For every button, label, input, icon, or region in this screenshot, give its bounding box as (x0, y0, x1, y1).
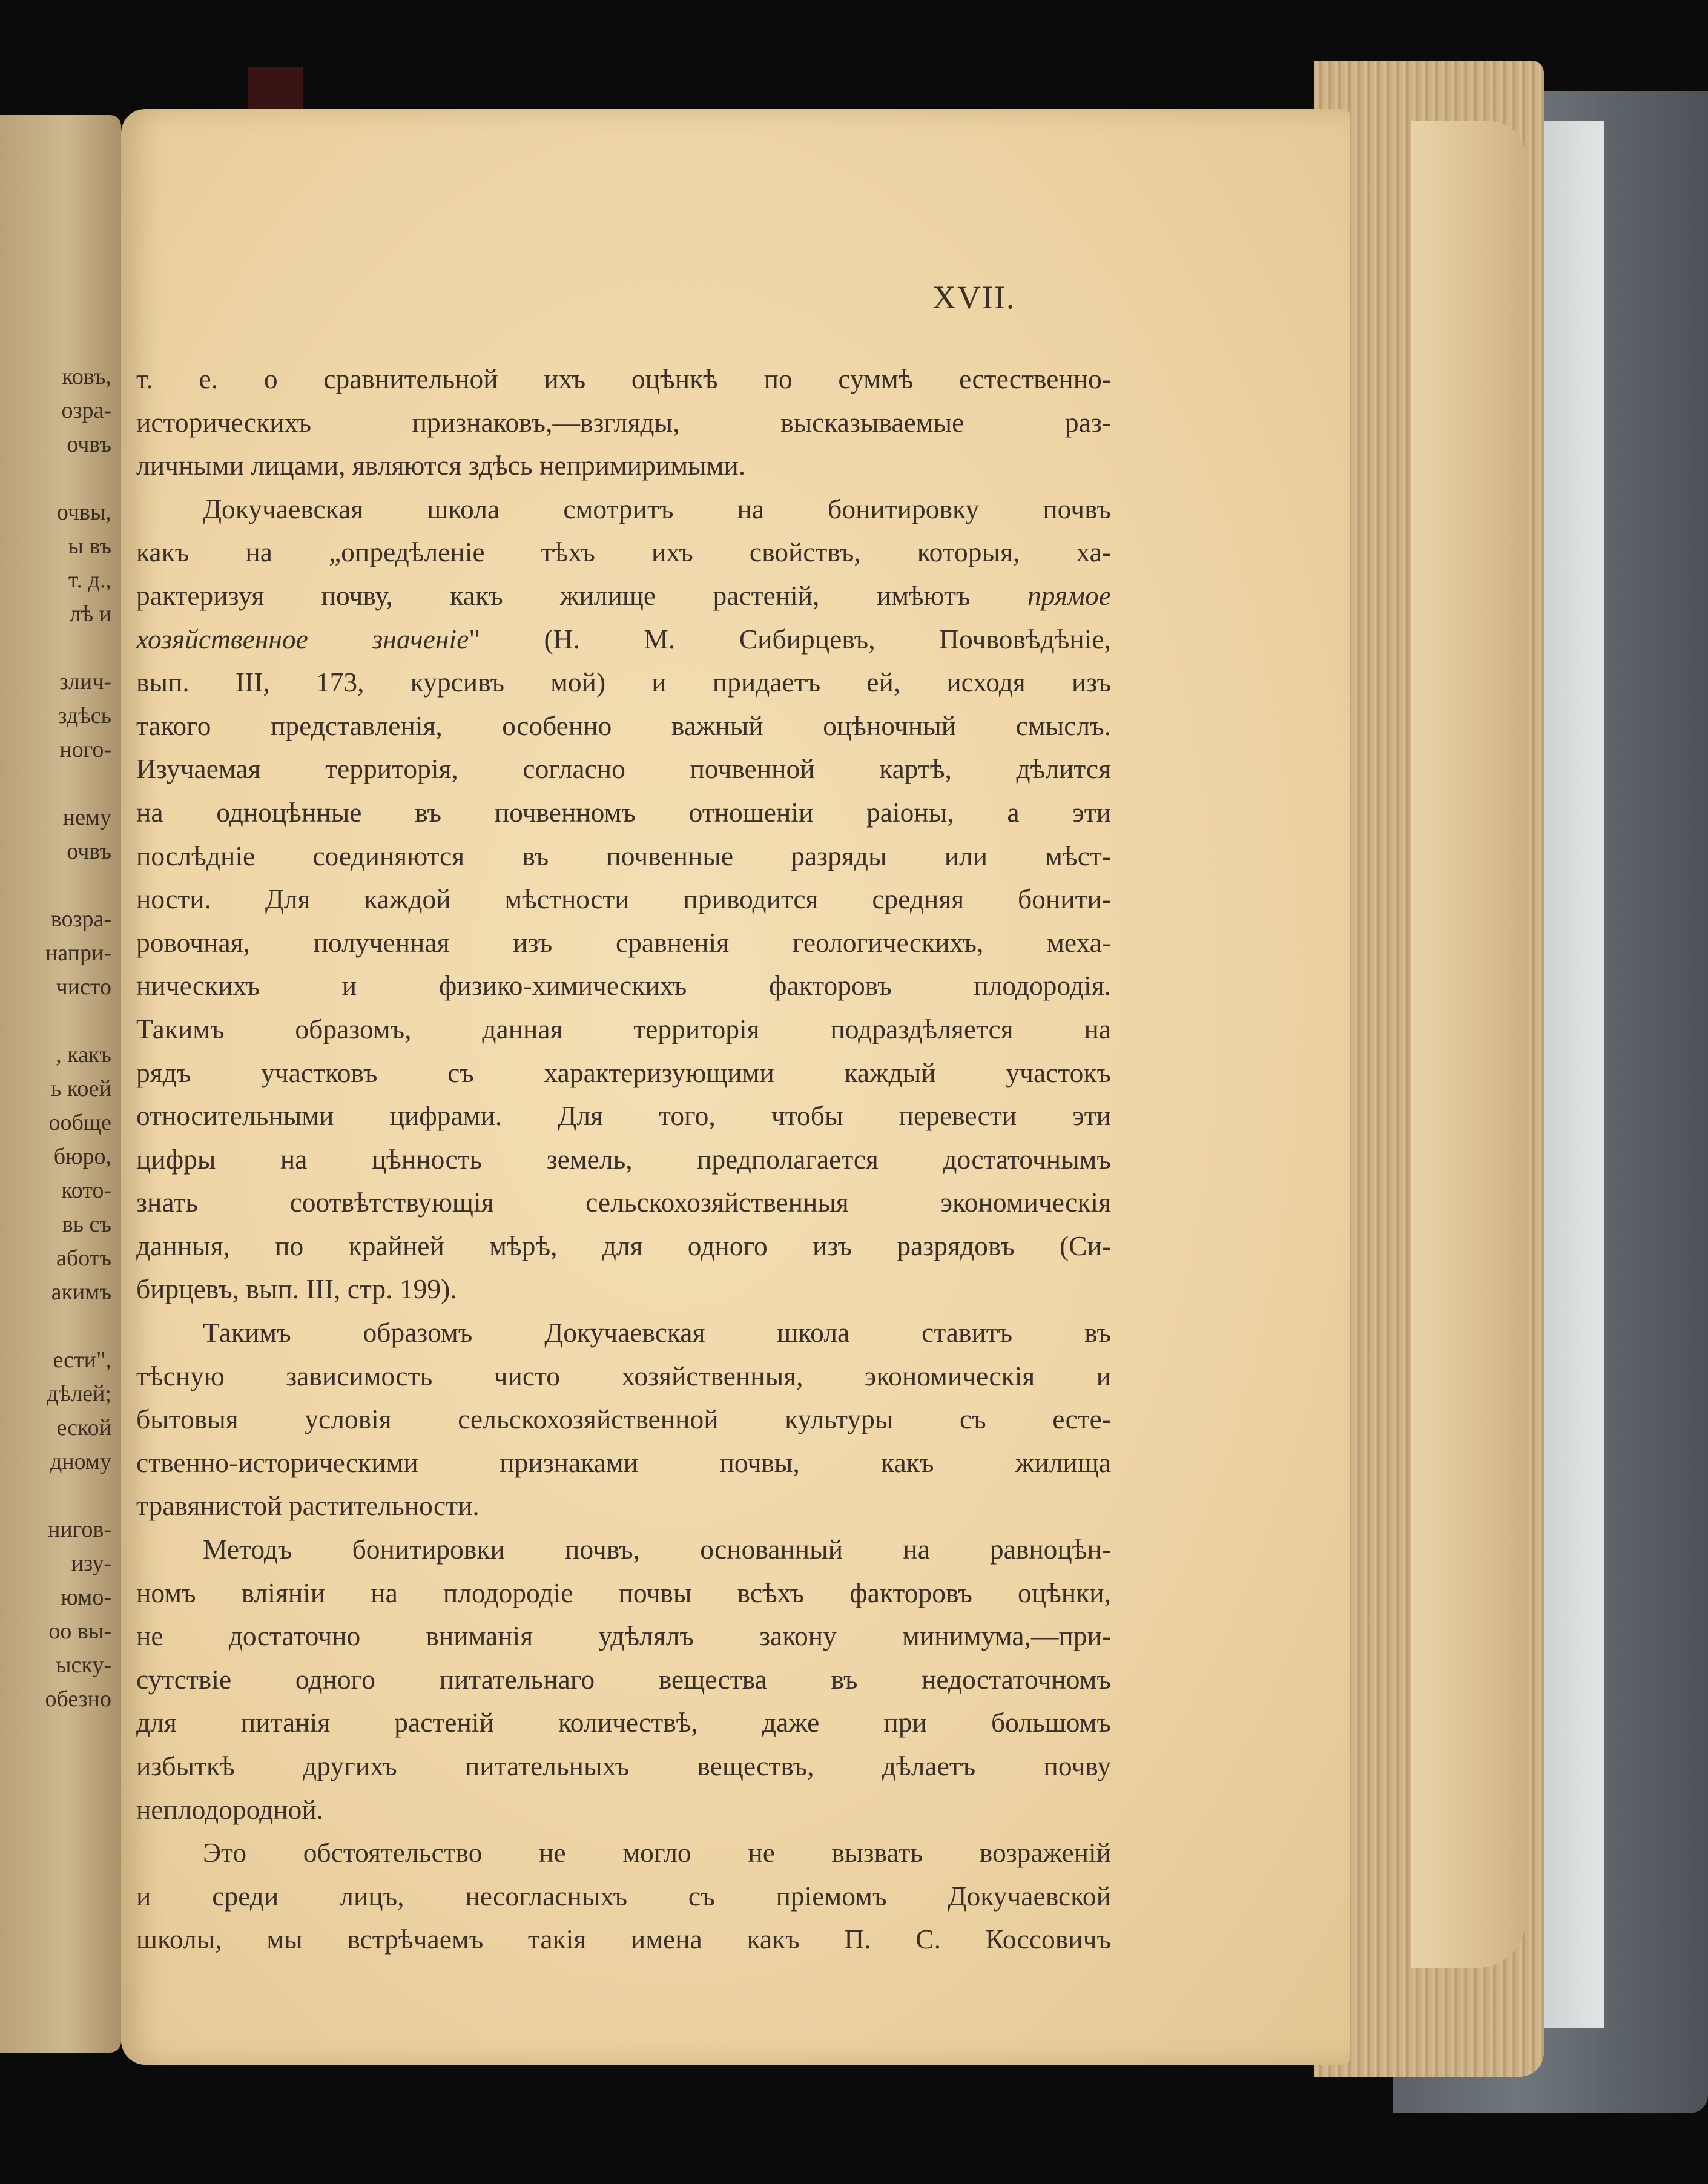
left-page-line: бюро, (53, 1144, 111, 1169)
left-page-line: ковъ, (62, 364, 111, 389)
left-page-line: злич- (59, 669, 111, 694)
left-page-line: вь съ (62, 1212, 111, 1237)
text-line: бытовыя условія сельскохозяйственной культуры съ есте- (136, 1404, 1111, 1435)
text-line: травянистой растительности. (136, 1490, 480, 1522)
left-page-line: кото- (61, 1178, 111, 1203)
left-page-line: напри- (45, 940, 111, 966)
left-page-line: возра- (50, 906, 111, 932)
text-line: Методъ бонитировки почвъ, основанный на равноцѣн- (203, 1534, 1111, 1565)
emphasis-text: хозяйственное значеніе (136, 623, 469, 655)
left-page-line: оо вы- (48, 1618, 111, 1644)
left-page-line: дѣлей; (47, 1381, 111, 1407)
text-line: цифры на цѣнность земель, предполагается достаточнымъ (136, 1143, 1111, 1175)
page-body (136, 357, 1111, 1961)
text-line: т. е. о сравнительной ихъ оцѣнкѣ по суммѣ естественно- (136, 363, 1111, 394)
text-line: такого представленія, особенно важный оцѣночный смыслъ. (136, 710, 1111, 741)
text-line: Такимъ образомъ, данная территорія подраздѣляется на (136, 1013, 1111, 1044)
left-page-line: ыску- (56, 1652, 111, 1678)
text-line: Такимъ образомъ Докучаевская школа ставитъ въ (203, 1317, 1111, 1348)
left-page-line: нигов- (48, 1517, 111, 1542)
text-line: личными лицами, являются здѣсь непримиримыми. (136, 450, 746, 481)
left-page-line: , какъ (56, 1042, 111, 1067)
page-number: XVII. (932, 279, 1016, 315)
text-line: Это обстоятельство не могло не вызвать возраженій (203, 1837, 1111, 1869)
text-line: вып. III, 173, курсивъ мой) и придаетъ ей, исходя изъ (136, 667, 1111, 698)
text-line: ности. Для каждой мѣстности приводится средняя бонити- (136, 883, 1111, 915)
text-line: бирцевъ, вып. III, стр. 199). (136, 1273, 457, 1305)
text-line: ровочная, полученная изъ сравненія геологическихъ, меха- (136, 926, 1111, 958)
left-page-line: ного- (59, 737, 111, 762)
left-page-line: дному (50, 1449, 111, 1474)
left-page-line: очвъ (67, 432, 111, 457)
left-page-text (0, 363, 115, 1938)
left-page-line: здѣсь (58, 703, 111, 728)
text-line: послѣдніе соединяются въ почвенные разряды или мѣст- (136, 840, 1111, 871)
left-page-line: озра- (61, 398, 111, 423)
page-edge-inner (1411, 121, 1526, 1968)
text-line: рядъ участковъ съ характеризующими каждый участокъ (136, 1057, 1111, 1088)
text-line: Докучаевская школа смотритъ на бонитировку почвъ (203, 493, 1111, 524)
text-line: на одноцѣнные въ почвенномъ отношеніи раіоны, а эти (136, 796, 1111, 828)
text-line: какъ на „опредѣленіе тѣхъ ихъ свойствъ, которыя, ха- (136, 536, 1111, 568)
left-page-line: очвы, (56, 500, 111, 525)
text-line: и среди лицъ, несогласныхъ съ пріемомъ Докучаевской (136, 1880, 1111, 1912)
text-line: номъ вліяніи на плодородіе почвы всѣхъ факторовъ оцѣнки, (136, 1577, 1111, 1608)
left-page-line: нему (62, 805, 111, 830)
text-line: данныя, по крайней мѣрѣ, для одного изъ разрядовъ (Си- (136, 1230, 1111, 1261)
emphasis-text: прямое (1027, 579, 1111, 611)
text-line: школы, мы встрѣчаемъ такія имена какъ П. С. Коссовичъ (136, 1924, 1111, 1955)
text-line: неплодородной. (136, 1793, 324, 1825)
text-line: ственно-историческими признаками почвы, какъ жилища (136, 1447, 1111, 1478)
text-line: хозяйственное значеніе" (Н. М. Сибирцевъ, Почвовѣдѣніе, (136, 623, 1111, 655)
text-line: избыткѣ другихъ питательныхъ веществъ, дѣлаетъ почву (136, 1750, 1111, 1781)
left-page-line: очвъ (67, 839, 111, 864)
left-page-line: т. д., (68, 567, 111, 593)
text-line: тѣсную зависимость чисто хозяйственныя, экономическія и (136, 1360, 1111, 1391)
text-line: Изучаемая территорія, согласно почвенной картѣ, дѣлится (136, 753, 1111, 785)
text-line: не достаточно вниманія удѣлялъ закону минимума,—при- (136, 1620, 1111, 1652)
text-line: рактеризуя почву, какъ жилище растеній, имѣютъ прямое (136, 579, 1111, 611)
text-line: сутствіе одного питательнаго вещества въ недостаточномъ (136, 1663, 1111, 1695)
text-line: для питанія растеній количествѣ, даже при большомъ (136, 1707, 1111, 1738)
text-line: относительными цифрами. Для того, чтобы перевести эти (136, 1100, 1111, 1132)
text-line: знать соотвѣтствующія сельскохозяйственныя экономическія (136, 1187, 1111, 1218)
left-page-line: чисто (56, 974, 111, 1000)
left-page-line: ь коей (50, 1076, 111, 1101)
left-page-line: аботъ (56, 1245, 111, 1271)
left-page-line: ообще (48, 1110, 111, 1135)
left-page-line: ы въ (68, 533, 111, 559)
left-page-line: акимъ (51, 1279, 111, 1305)
left-page-line: ести", (53, 1347, 111, 1373)
left-page-line: лѣ и (69, 601, 111, 627)
text-line: ническихъ и физико-химическихъ факторовъ плодородія. (136, 970, 1111, 1001)
text-line: историческихъ признаковъ,—взгляды, высказываемые раз- (136, 406, 1111, 438)
left-page-line: юмо- (61, 1585, 111, 1610)
left-page-line: изу- (71, 1551, 111, 1576)
left-binding-edge (248, 67, 303, 115)
left-page-line: обезно (45, 1686, 111, 1712)
left-page-line: еской (56, 1415, 111, 1440)
